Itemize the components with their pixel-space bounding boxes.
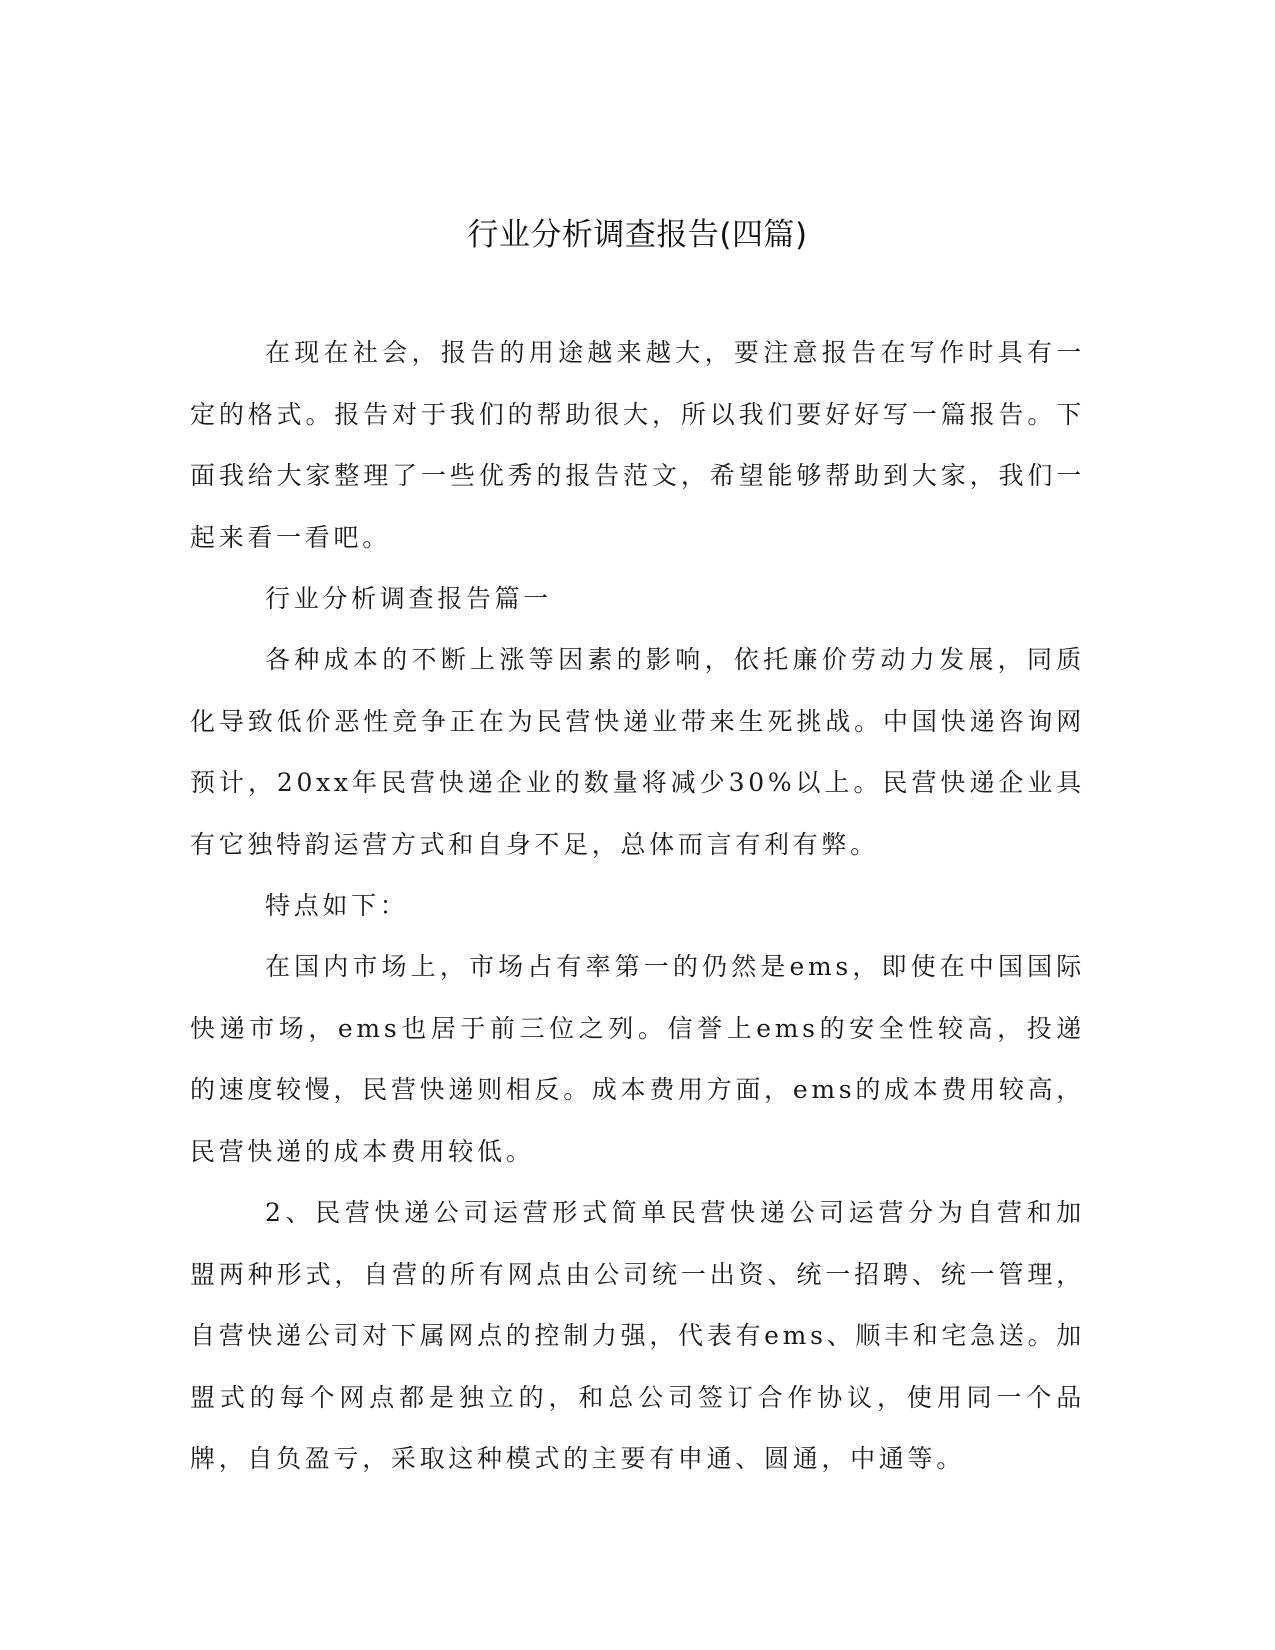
intro-paragraph: 在现在社会，报告的用途越来越大，要注意报告在写作时具有一定的格式。报告对于我们的帮助很大，所以我们要好好写一篇报告。下面我给大家整理了一些优秀的报告范文，希望能够帮助到大家，我们一起来看一看吧。 — [190, 338, 1085, 552]
section-heading-part-one: 行业分析调查报告篇一 — [265, 584, 553, 613]
body-paragraph: 各种成本的不断上涨等因素的影响，依托廉价劳动力发展，同质化导致低价恶性竞争正在为民营快递业带来生死挑战。中国快递咨询网预计，20xx年民营快递企业的数量将减少30%以上。民营快递企业具有它独特韵运营方式和自身不足，总体而言有利有弊。 — [190, 645, 1085, 859]
body-paragraph: 在国内市场上，市场占有率第一的仍然是ems，即使在中国国际快递市场，ems也居于前三位之列。信誉上ems的安全性较高，投递的速度较慢，民营快递则相反。成本费用方面，ems的成本费用较高，民营快递的成本费用较低。 — [190, 952, 1085, 1166]
document-title: 行业分析调查报告(四篇) — [467, 217, 808, 253]
features-lead-in: 特点如下： — [265, 891, 409, 920]
body-paragraph: 2、民营快递公司运营形式简单民营快递公司运营分为自营和加盟两种形式，自营的所有网点由公司统一出资、统一招聘、统一管理，自营快递公司对下属网点的控制力强，代表有ems、顺丰和宅急送。加盟式的每个网点都是独立的，和总公司签订合作协议，使用同一个品牌，自负盈亏，采取这种模式的主要有申通、圆通，中通等。 — [190, 1198, 1085, 1473]
